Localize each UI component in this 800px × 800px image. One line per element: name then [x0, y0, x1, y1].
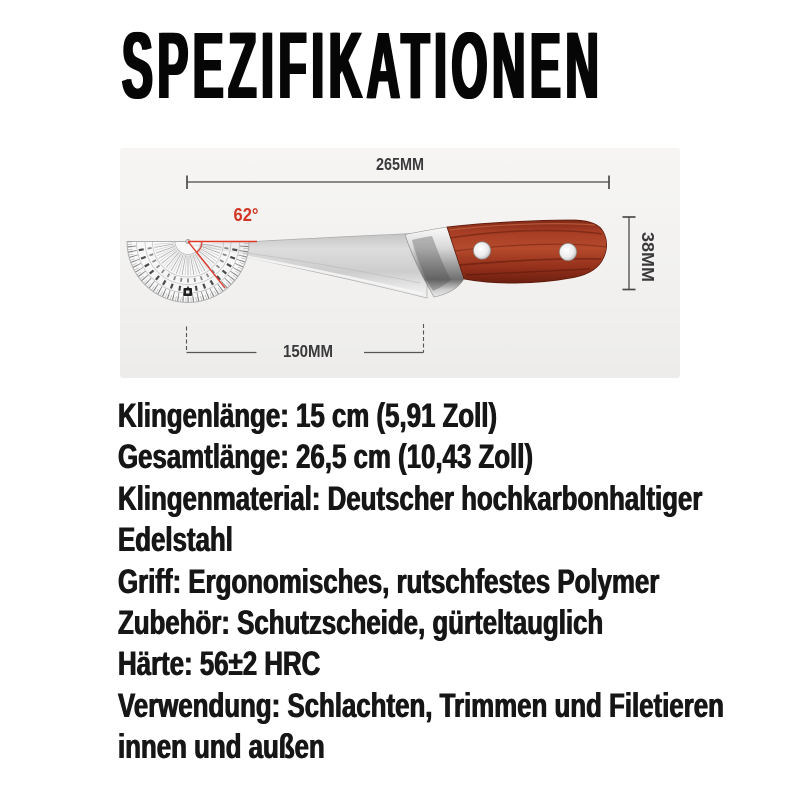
dimension-handle-width [623, 217, 659, 290]
handle-width-label: 38MM [638, 232, 658, 281]
total-length-label: 265MM [376, 154, 424, 174]
spec-line-total-length: Gesamtlänge: 26,5 cm (10,43 Zoll) [118, 438, 534, 477]
protractor-icon [127, 239, 249, 302]
angle-label: 62° [233, 205, 259, 225]
spec-list [118, 396, 798, 769]
spec-line-handle: Griff: Ergonomisches, rutschfestes Polymer [118, 562, 660, 601]
spec-line-blade-length: Klingenlänge: 15 cm (5,91 Zoll) [118, 397, 498, 435]
spec-line-accessory: Zubehör: Schutzscheide, gürteltauglich [118, 604, 604, 643]
knife-illustration [188, 220, 607, 298]
handle-rivet [473, 242, 490, 259]
knife-diagram [120, 148, 680, 378]
handle-rivet [559, 243, 576, 260]
knife-handle [447, 220, 607, 283]
page-title: SPEZIFIKATIONEN [122, 13, 604, 119]
dimension-blade-length [187, 324, 424, 361]
spec-line-usage-2: innen und außen [118, 728, 325, 767]
spec-line-usage: Verwendung: Schlachten, Trimmen und Filetieren [118, 686, 724, 725]
product-diagram-panel [120, 148, 680, 378]
dimension-total-length [187, 154, 609, 189]
spec-line-hardness: Härte: 56±2 HRC [118, 645, 321, 684]
spec-line-blade-material-2: Edelstahl [118, 521, 233, 560]
spec-line-blade-material: Klingenmaterial: Deutscher hochkarbonhaltiger [118, 479, 703, 518]
blade-length-label: 150MM [283, 341, 333, 361]
